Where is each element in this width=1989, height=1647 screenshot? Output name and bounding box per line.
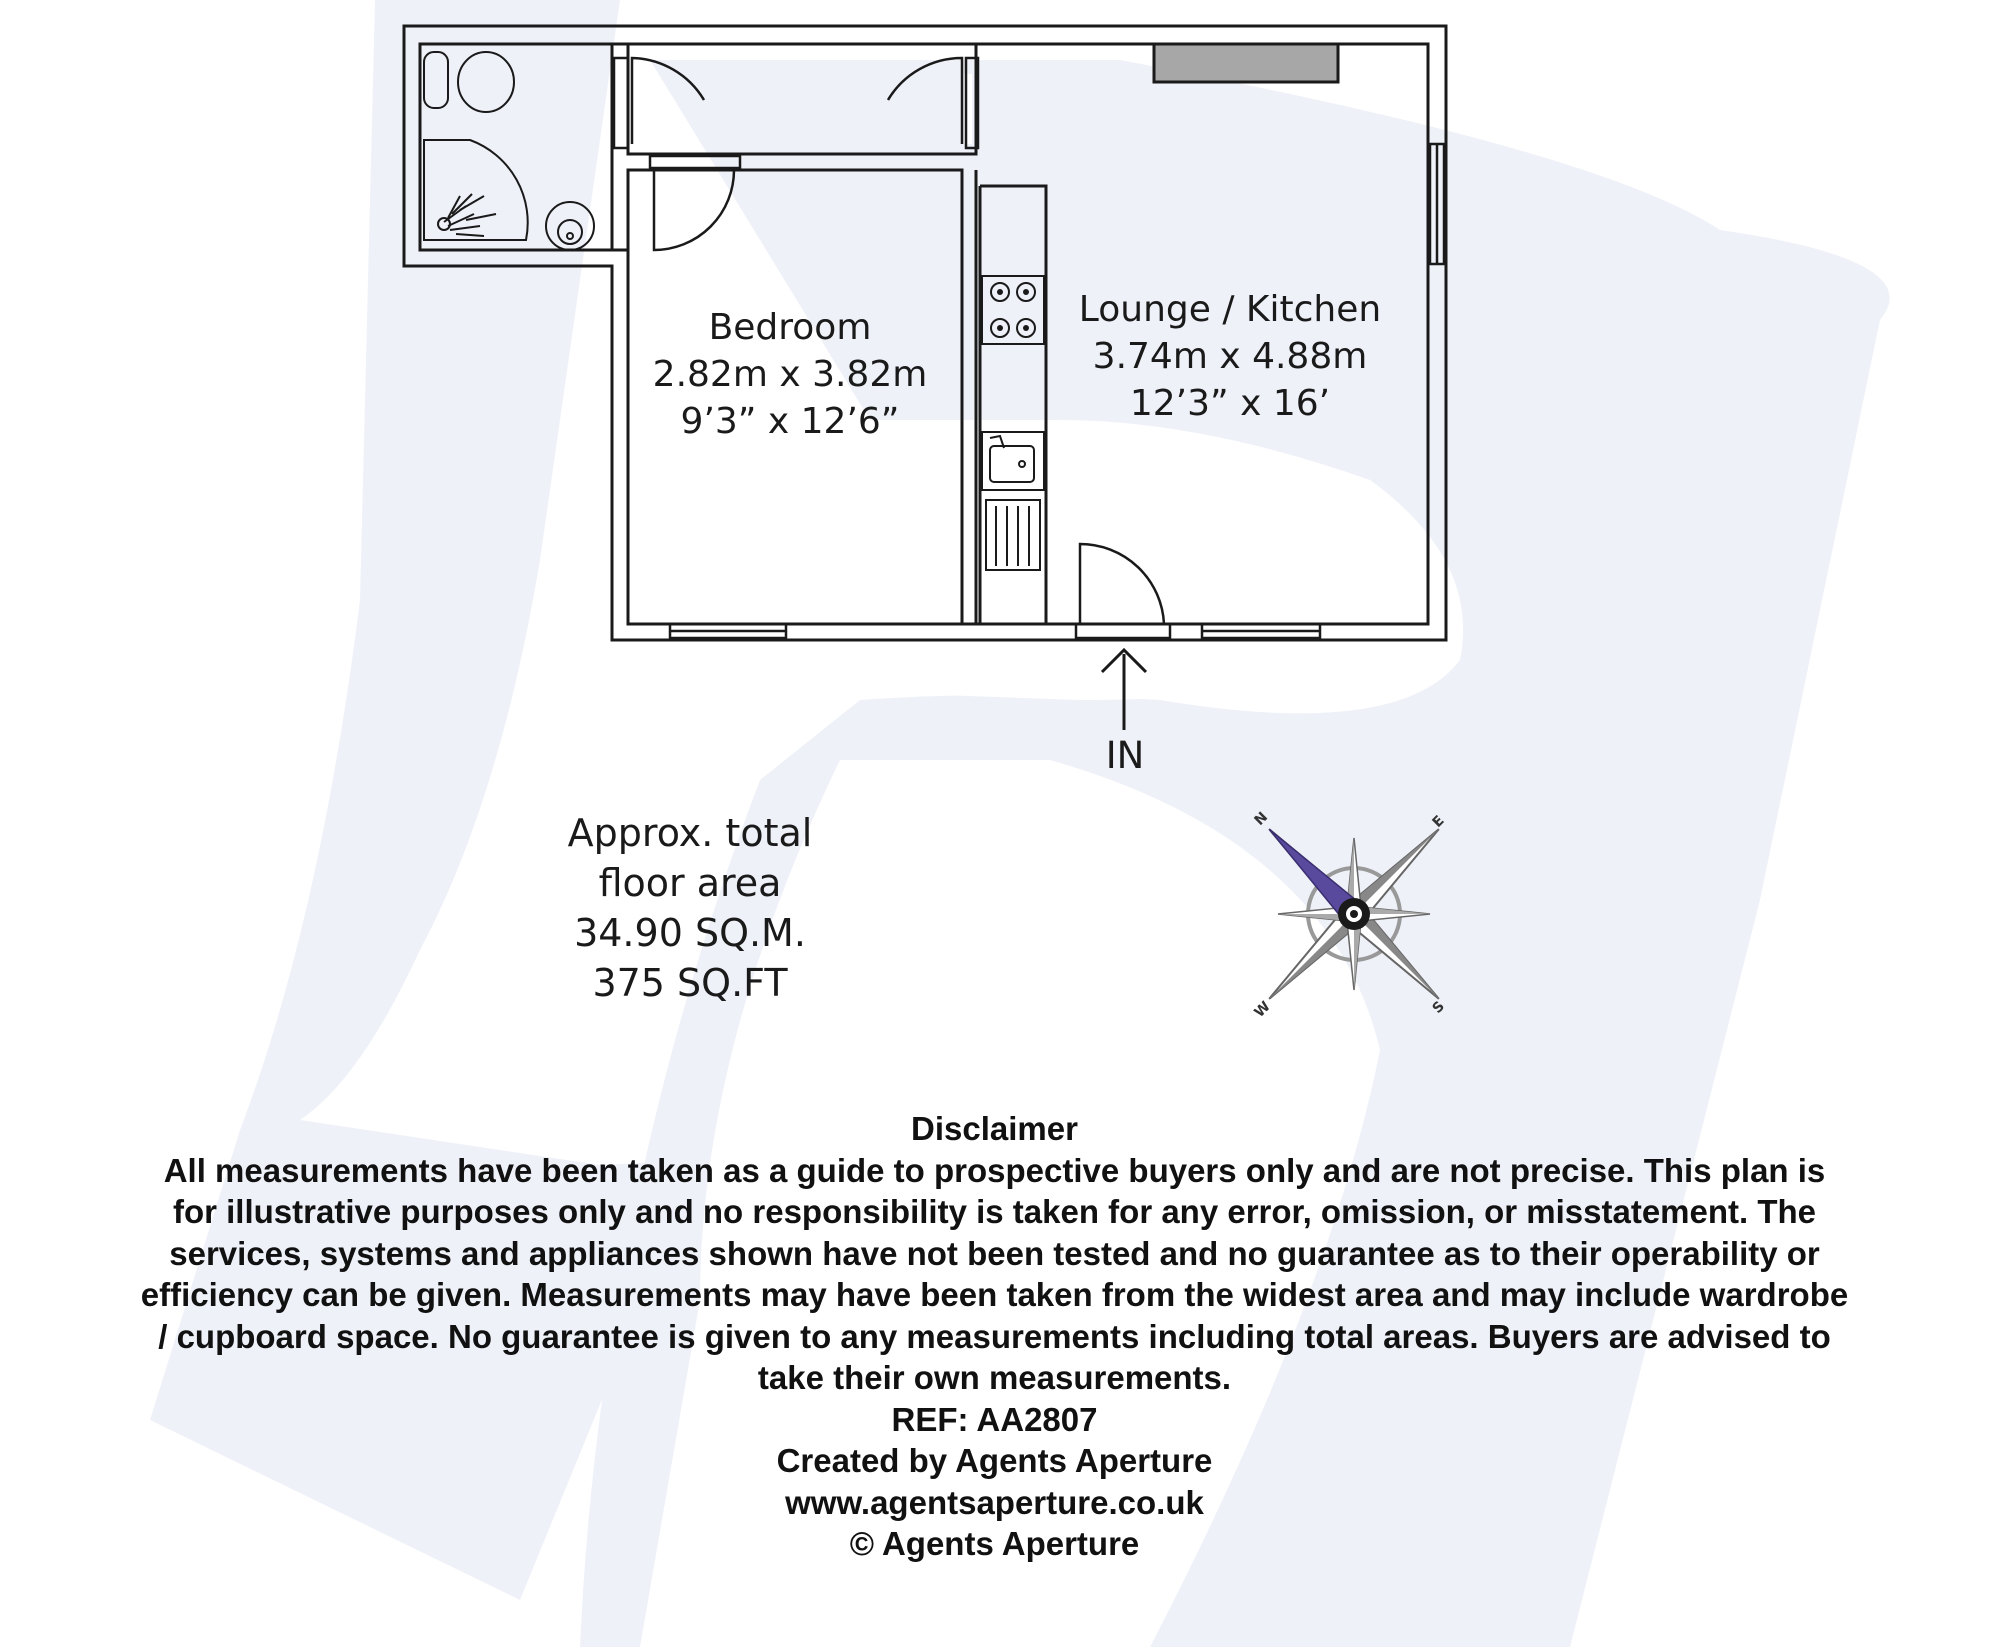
hallway <box>628 44 976 154</box>
bedroom-name: Bedroom <box>708 307 872 348</box>
bedroom-metric: 2.82m x 3.82m <box>652 354 928 395</box>
area-sqm: 34.90 SQ.M. <box>574 911 806 955</box>
shower-tray <box>424 140 528 240</box>
bedroom-label <box>620 304 960 445</box>
lounge-kitchen-label <box>1050 286 1410 427</box>
disclaimer-line: services, systems and appliances shown have not been tested and no guarantee as to their operability or <box>169 1234 1820 1272</box>
hob <box>982 276 1044 344</box>
toilet <box>458 52 514 112</box>
copyright: © Agents Aperture <box>849 1525 1140 1562</box>
compass-rose <box>1184 744 1523 1083</box>
bedroom-imperial: 9’3” x 12’6” <box>680 401 900 442</box>
area-sqft: 375 SQ.FT <box>592 961 788 1005</box>
entrance-label: IN <box>1105 734 1145 777</box>
area-line-2: floor area <box>598 861 782 905</box>
disclaimer-line: / cupboard space. No guarantee is given to any measurements including total areas. Buyers are advised to <box>158 1317 1831 1355</box>
chimney-breast <box>1154 44 1338 82</box>
disclaimer-line: take their own measurements. <box>757 1359 1232 1396</box>
disclaimer-line: All measurements have been taken as a guide to prospective buyers only and are not precise. This plan is <box>163 1151 1826 1189</box>
compass-w: W <box>1251 998 1274 1021</box>
compass-n: N <box>1251 809 1272 829</box>
bedroom-door-swing <box>654 170 734 250</box>
disclaimer <box>14 1108 1975 1565</box>
disclaimer-title: Disclaimer <box>911 1110 1078 1147</box>
entrance-arrow <box>1102 650 1146 730</box>
reference-number: REF: AA2807 <box>891 1400 1098 1438</box>
door-swing-left <box>632 58 704 144</box>
area-line-1: Approx. total <box>567 811 813 855</box>
kitchen-counter <box>980 186 1046 624</box>
drainer <box>986 500 1040 570</box>
lounge-kitchen-metric: 3.74m x 4.88m <box>1092 336 1368 377</box>
lounge-kitchen-name: Lounge / Kitchen <box>1078 289 1382 330</box>
entrance-door-swing <box>1080 544 1164 624</box>
door-swing-right <box>888 58 962 144</box>
disclaimer-line: for illustrative purposes only and no responsibility is taken for any error, omission, or misstatement. The <box>172 1193 1817 1230</box>
disclaimer-line: efficiency can be given. Measurements may have been taken from the widest area and may include wardrobe <box>140 1276 1849 1313</box>
total-floor-area <box>520 808 860 1008</box>
bedroom-door-frame <box>650 156 740 168</box>
lounge-kitchen-imperial: 12’3” x 16’ <box>1129 383 1331 424</box>
website-link[interactable]: www.agentsaperture.co.uk <box>785 1483 1204 1521</box>
compass-s: S <box>1429 998 1448 1017</box>
compass-e: E <box>1429 812 1448 831</box>
entrance-door-frame <box>1076 624 1170 638</box>
basin <box>546 202 594 250</box>
created-by: Created by Agents Aperture <box>776 1442 1213 1479</box>
